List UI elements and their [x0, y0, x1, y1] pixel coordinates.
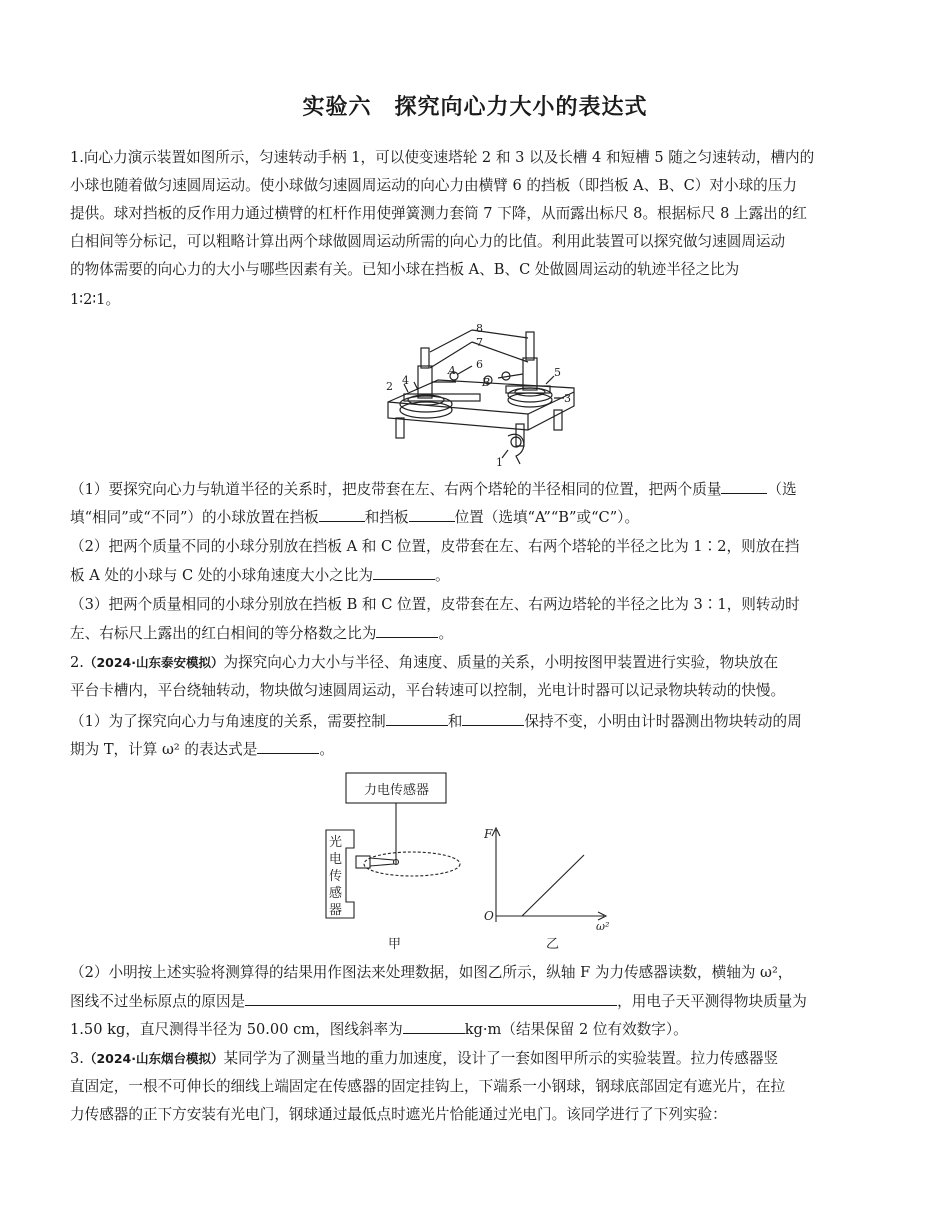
- apparatus-figure: [378, 318, 578, 470]
- answer-blank[interactable]: [245, 991, 617, 1006]
- fig1-label: 7: [476, 336, 483, 349]
- answer-blank[interactable]: [376, 623, 438, 638]
- q1-sub2-line-2: 板 A 处的小球与 C 处的小球角速度大小之比为 。: [70, 567, 450, 584]
- answer-blank[interactable]: [409, 507, 455, 522]
- q1-line-1: 1.向心力演示装置如图所示，匀速转动手柄 1，可以使变速塔轮 2 和 3 以及长槽 4 和短槽 5 随之匀速转动，槽内的: [70, 149, 815, 166]
- q1-line-6: 1∶2∶1。: [70, 291, 121, 308]
- force-sensor-label: 力电传感器: [364, 783, 430, 798]
- fig1-label: 2: [386, 380, 393, 393]
- q2-sub2-line-2: 图线不过坐标原点的原因是 ，用电子天平测得物块质量为: [70, 993, 807, 1010]
- fig1-label: 5: [554, 366, 561, 379]
- answer-blank[interactable]: [721, 479, 767, 494]
- caption-yi: 乙: [546, 937, 560, 952]
- fig1-label: A: [448, 364, 456, 377]
- q1-sub1-line-2: 填“相同”或“不同”）的小球放置在挡板 和挡板 位置（选填“A”“B”或“C”）。: [70, 509, 640, 526]
- answer-blank[interactable]: [462, 711, 524, 726]
- answer-blank[interactable]: [373, 565, 435, 580]
- fig1-label: 6: [476, 358, 483, 371]
- right-scale: [526, 332, 534, 360]
- photo-sensor-label: 电: [329, 852, 343, 867]
- q2-sub1-line-1: （1）为了探究向心力与角速度的关系，需要控制 和 保持不变，小明由计时器测出物块转动的周: [70, 713, 802, 730]
- q2-sub2-line-1: （2）小明按上述实验将测算得的结果用作图法来处理数据，如图乙所示，纵轴 F 为力传感器读数，横轴为 ω²，: [70, 964, 793, 981]
- q3-line-3: 力传感器的正下方安装有光电门，钢球通过最低点时遮光片恰能通过光电门。该同学进行了下列实验：: [70, 1106, 727, 1123]
- q2-sub1-line-2: 期为 T，计算 ω² 的表达式是 。: [70, 741, 334, 758]
- q2-line-2: 平台卡槽内，平台绕轴转动，物块做匀速圆周运动，平台转速可以控制，光电计时器可以记录物块转动的快慢。: [70, 682, 786, 699]
- axis-label-F: F: [484, 827, 493, 841]
- photo-sensor-label: 感: [329, 886, 343, 901]
- axis-label-omega2: ω²: [596, 920, 610, 933]
- photo-sensor-label: 光: [329, 835, 343, 850]
- caption-jia: 甲: [388, 937, 402, 952]
- left-scale: [421, 348, 429, 368]
- answer-blank[interactable]: [319, 507, 365, 522]
- fig1-label: 1: [496, 456, 503, 469]
- answer-blank[interactable]: [257, 739, 319, 754]
- page-title: 实验六 探究向心力大小的表达式: [302, 95, 648, 120]
- q1-line-4: 白相间等分标记，可以粗略计算出两个球做圆周运动所需的向心力的比值。利用此装置可以探究做匀速圆周运动: [70, 233, 786, 250]
- fig1-label: B: [482, 376, 491, 389]
- q1-line-2: 小球也随着做匀速圆周运动。使小球做匀速圆周运动的向心力由横臂 6 的挡板（即挡板 A、B、C）对小球的压力: [70, 177, 797, 194]
- q1-sub2-line-1: （2）把两个质量不同的小球分别放在挡板 A 和 C 位置，皮带套在左、右两个塔轮的半径之比为 1∶2，则放在挡: [70, 538, 800, 555]
- source-tag: （2024·山东烟台模拟）: [83, 1051, 224, 1066]
- source-tag: （2024·山东泰安模拟）: [83, 655, 224, 670]
- photo-sensor-label: 器: [329, 903, 343, 918]
- fig1-label: 8: [476, 322, 483, 335]
- fig1-label: 3: [564, 392, 571, 405]
- q1-sub3-line-2: 左、右标尺上露出的红白相间的等分格数之比为 。: [70, 625, 454, 642]
- q2-sub2-line-3: 1.50 kg，直尺测得半径为 50.00 cm，图线斜率为 kg·m（结果保留 2 位有效数字）。: [70, 1021, 688, 1038]
- figure-jia-yi: [320, 768, 620, 954]
- answer-blank[interactable]: [403, 1019, 465, 1034]
- origin-label: O: [484, 909, 494, 923]
- q3-line-1: 3.（2024·山东烟台模拟）某同学为了测量当地的重力加速度，设计了一套如图甲所示的实验装置。拉力传感器竖: [70, 1050, 779, 1067]
- q1-sub3-line-1: （3）把两个质量相同的小球分别放在挡板 B 和 C 位置，皮带套在左、右两边塔轮的半径之比为 3∶1，则转动时: [70, 596, 800, 613]
- answer-blank[interactable]: [386, 711, 448, 726]
- q1-line-5: 的物体需要的向心力的大小与哪些因素有关。已知小球在挡板 A、B、C 处做圆周运动的轨迹半径之比为: [70, 261, 740, 278]
- q2-line-1: 2.（2024·山东泰安模拟）为探究向心力大小与半径、角速度、质量的关系，小明按图甲装置进行实验，物块放在: [70, 654, 779, 671]
- q1-line-3: 提供。球对挡板的反作用力通过横臂的杠杆作用使弹簧测力套筒 7 下降，从而露出标尺 8。根据标尺 8 上露出的红: [70, 205, 807, 222]
- q3-line-2: 直固定，一根不可伸长的细线上端固定在传感器的固定挂钩上，下端系一小钢球，钢球底部固定有遮光片，在拉: [70, 1078, 786, 1095]
- fit-line: [522, 855, 584, 916]
- q1-sub1-line-1: （1）要探究向心力与轨道半径的关系时，把皮带套在左、右两个塔轮的半径相同的位置，把两个质量 （选: [70, 481, 797, 498]
- fig1-label: 4: [402, 374, 409, 387]
- photo-sensor-label: 传: [329, 869, 343, 884]
